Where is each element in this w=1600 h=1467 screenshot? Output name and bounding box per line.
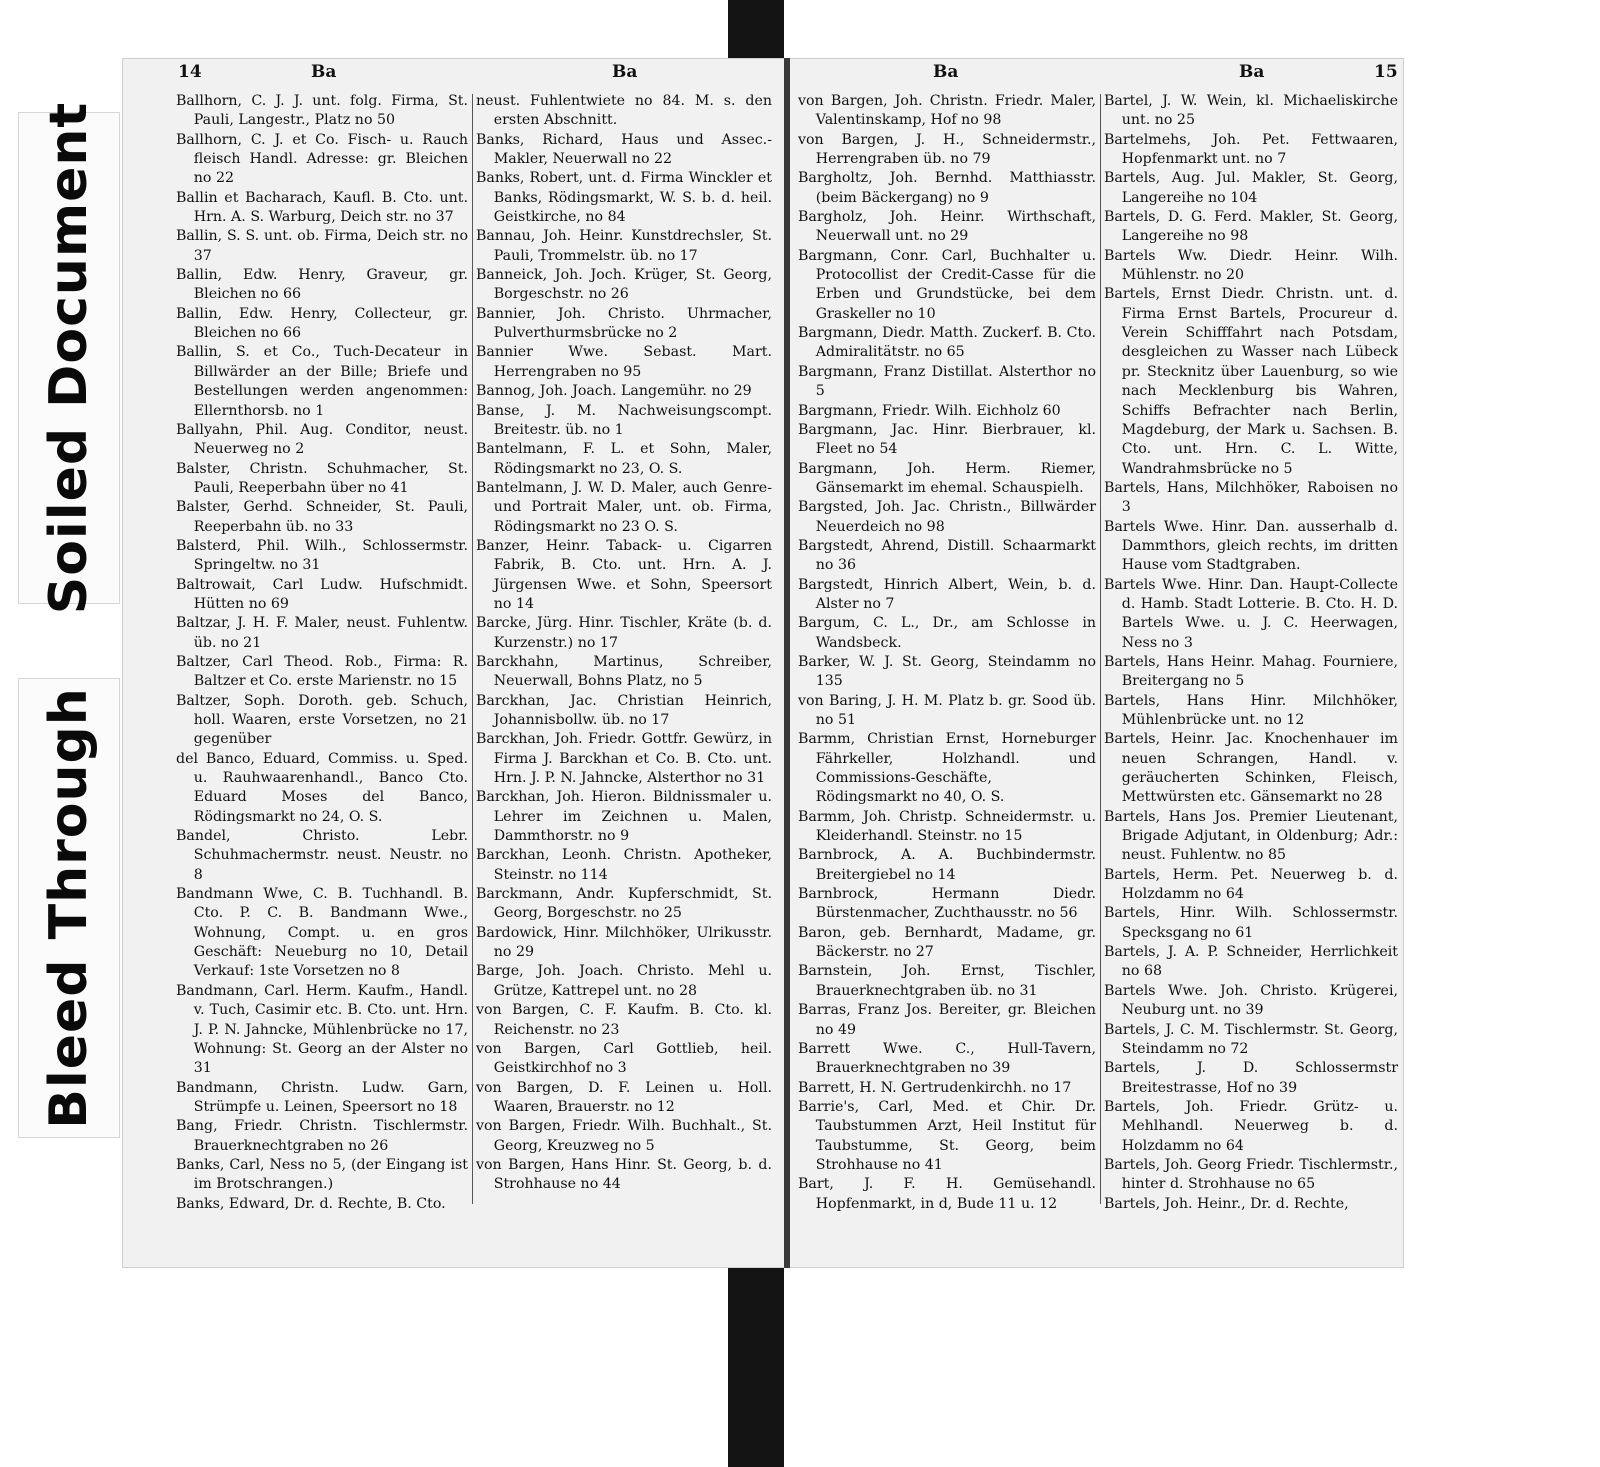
directory-entry: Bargmann, Jac. Hinr. Bierbrauer, kl. Fleet no 54	[798, 421, 1096, 458]
directory-entry: von Bargen, Friedr. Wilh. Buchhalt., St. Georg, Kreuzweg no 5	[476, 1118, 772, 1154]
directory-entry: Baltzer, Soph. Doroth. geb. Schuch, holl. Waaren, erste Vorsetzen, no 21 gegenüber	[176, 692, 468, 748]
directory-entry: Barckmann, Andr. Kupferschmidt, St. Georg, Borgeschstr. no 25	[476, 886, 772, 922]
directory-entry: Barrett Wwe. C., Hull-Tavern, Brauerknechtgraben no 39	[798, 1040, 1096, 1077]
directory-entry: Bantelmann, F. L. et Sohn, Maler, Rödingsmarkt no 23, O. S.	[476, 441, 772, 477]
directory-entry: Barckhan, Joh. Friedr. Gottfr. Gewürz, in Firma J. Barckhan et Co. B. Cto. unt. Hrn. J. P. N. Jahncke, Alsterthor no 31	[476, 731, 772, 787]
directory-entry: Bartels, J. C. M. Tischlermstr. St. Georg, Steindamm no 72	[1104, 1021, 1398, 1057]
directory-entry: Banks, Robert, unt. d. Firma Winckler et Banks, Rödingsmarkt, W. S. b. d. heil. Geistkirche, no 84	[476, 170, 772, 226]
directory-entry: Bargmann, Friedr. Wilh. Eichholz 60	[798, 402, 1061, 419]
directory-entry: Banks, Richard, Haus und Assec.-Makler, Neuerwall no 22	[476, 131, 772, 168]
directory-entry: Bartels, Hans Jos. Premier Lieutenant, Brigade Adjutant, in Oldenburg; Adr.: neust. Fuhlentw. no 85	[1104, 808, 1398, 864]
directory-entry: Bargstedt, Ahrend, Distill. Schaarmarkt no 36	[798, 537, 1096, 574]
directory-entry: Bartels, Heinr. Jac. Knochenhauer im neuen Schrangen, Handl. v. geräucherten Schinken, Fleisch, Mettwürsten etc. Gänsemarkt no 28	[1104, 731, 1398, 806]
bleed-through-label: Bleed Through	[39, 687, 99, 1129]
directory-entry: Bargholtz, Joh. Bernhd. Matthiasstr. (beim Bäckergang) no 9	[798, 170, 1096, 206]
directory-entry: Bandel, Christo. Lebr. Schuhmachermstr. neust. Neustr. no 8	[176, 828, 468, 883]
directory-entry: Bargsted, Joh. Jac. Christn., Billwärder Neuerdeich no 98	[798, 499, 1096, 535]
directory-entry: neust. Fuhlentwiete no 84. M. s. den ersten Abschnitt.	[476, 93, 772, 129]
directory-entry: Bartels Wwe. Hinr. Dan. Haupt-Collecte d. Hamb. Stadt Lotterie. B. Cto. H. D. Bartels Wwe. u. J. C. Heerwagen, Ness no 3	[1104, 576, 1398, 651]
directory-entry: Bartels, Joh. Georg Friedr. Tischlermstr., hinter d. Strohhause no 65	[1104, 1156, 1398, 1193]
directory-entry: Bannier Wwe. Sebast. Mart. Herrengraben no 95	[476, 344, 772, 380]
binding-top	[728, 0, 784, 62]
directory-entry: Bartels, D. G. Ferd. Makler, St. Georg, Langereihe no 98	[1104, 209, 1398, 245]
right-col2-header: Ba	[1239, 62, 1265, 82]
directory-entry: Bartels, Hans Heinr. Mahag. Fourniere, Breitergang no 5	[1104, 653, 1398, 690]
left-col2-header: Ba	[612, 62, 638, 82]
directory-entry: Baltzer, Carl Theod. Rob., Firma: R. Baltzer et Co. erste Marienstr. no 15	[176, 653, 468, 690]
directory-entry: Bargmann, Joh. Herm. Riemer, Gänsemarkt im ehemal. Schauspielh.	[798, 460, 1096, 496]
directory-entry: Barnstein, Joh. Ernst, Tischler, Brauerknechtgraben üb. no 31	[798, 963, 1096, 999]
directory-entry: von Bargen, C. F. Kaufm. B. Cto. kl. Reichenstr. no 23	[476, 1002, 772, 1038]
directory-entry: Ballin, S. et Co., Tuch-Decateur in Billwärder an der Bille; Briefe und Bestellungen werden angenommen: Ellernthorsb. no 1	[176, 344, 468, 419]
directory-entry: Bargum, C. L., Dr., am Schlosse in Wandsbeck.	[798, 615, 1096, 651]
directory-entry: Bart, J. F. H. Gemüsehandl. Hopfenmarkt, in d, Bude 11 u. 12	[798, 1176, 1096, 1212]
directory-entry: Bandmann, Christn. Ludw. Garn, Strümpfe u. Leinen, Speersort no 18	[176, 1079, 468, 1115]
page-gutter	[784, 58, 790, 1268]
directory-entry: Barmm, Joh. Christp. Schneidermstr. u. Kleiderhandl. Steinstr. no 15	[798, 808, 1096, 845]
directory-entry: Bartels Wwe. Joh. Christo. Krügerei, Neuburg unt. no 39	[1104, 982, 1398, 1019]
right-col1-header: Ba	[933, 62, 959, 82]
directory-entry: von Baring, J. H. M. Platz b. gr. Sood üb. no 51	[798, 692, 1096, 728]
directory-entry: von Bargen, Joh. Christn. Friedr. Maler, Valentinskamp, Hof no 98	[798, 93, 1096, 129]
directory-entry: Banzer, Heinr. Taback- u. Cigarren Fabrik, B. Cto. unt. Hrn. A. J. Jürgensen Wwe. et Sohn, Speersort no 14	[476, 537, 772, 612]
directory-entry: Ballin, S. S. unt. ob. Firma, Deich str. no 37	[176, 228, 468, 264]
left-column-rule	[472, 94, 473, 1204]
directory-entry: Bargholz, Joh. Heinr. Wirthschaft, Neuerwall unt. no 29	[798, 209, 1096, 245]
directory-entry: Barckhahn, Martinus, Schreiber, Neuerwall, Bohns Platz, no 5	[476, 653, 772, 690]
directory-entry: Ballin, Edw. Henry, Collecteur, gr. Bleichen no 66	[176, 305, 468, 342]
directory-entry: Barckhan, Jac. Christian Heinrich, Johannisbollw. üb. no 17	[476, 692, 772, 728]
directory-entry: Banks, Edward, Dr. d. Rechte, B. Cto.	[176, 1195, 446, 1212]
directory-entry: Bartels, Ernst Diedr. Christn. unt. d. Firma Ernst Bartels, Procureur d. Verein Schifffahrt nach Potsdam, desgleichen zu Wasser nach Lübeck pr. Stecknitz über Lauenburg, so wie nach Mecklenburg bis Wahren, Schiffs Befrachter nach Berlin, Magdeburg, der Mark u. Sachsen. B. Cto. unt. Hrn. C. L. Witte, Wandrahmsbrücke no 5	[1104, 286, 1398, 477]
left-page-number: 14	[178, 62, 202, 82]
directory-entry: del Banco, Eduard, Commiss. u. Sped. u. Rauhwaarenhandl., Banco Cto. Eduard Moses del Banco, Rödingsmarkt no 24, O. S.	[176, 750, 468, 825]
right-page-number: 15	[1374, 62, 1398, 82]
directory-column-2	[476, 92, 772, 1195]
directory-column-3	[798, 92, 1096, 1214]
directory-entry: von Bargen, Carl Gottlieb, heil. Geistkirchhof no 3	[476, 1040, 772, 1077]
directory-entry: Bartels, J. A. P. Schneider, Herrlichkeit no 68	[1104, 944, 1398, 980]
directory-entry: Bannau, Joh. Heinr. Kunstdrechsler, St. Pauli, Trommelstr. üb. no 17	[476, 228, 772, 264]
directory-entry: von Bargen, Hans Hinr. St. Georg, b. d. Strohhause no 44	[476, 1156, 772, 1193]
directory-entry: Barckhan, Joh. Hieron. Bildnissmaler u. Lehrer im Zeichnen u. Malen, Dammthorstr. no 9	[476, 789, 772, 845]
directory-column-4	[1104, 92, 1398, 1214]
directory-entry: Bartels, Hans Hinr. Milchhöker, Mühlenbrücke unt. no 12	[1104, 692, 1398, 728]
directory-entry: Bartels, Herm. Pet. Neuerweg b. d. Holzdamm no 64	[1104, 866, 1398, 903]
directory-entry: von Bargen, J. H., Schneidermstr., Herrengraben üb. no 79	[798, 131, 1096, 168]
directory-entry: Barker, W. J. St. Georg, Steindamm no 135	[798, 653, 1096, 690]
directory-entry: von Bargen, D. F. Leinen u. Holl. Waaren, Brauerstr. no 12	[476, 1079, 772, 1115]
binding-bottom	[728, 1262, 784, 1467]
directory-entry: Balster, Gerhd. Schneider, St. Pauli, Reeperbahn üb. no 33	[176, 499, 468, 535]
directory-entry: Bargmann, Diedr. Matth. Zuckerf. B. Cto. Admiralitätstr. no 65	[798, 325, 1096, 361]
directory-entry: Bartels, Aug. Jul. Makler, St. Georg, Langereihe no 104	[1104, 170, 1398, 206]
directory-entry: Ballin, Edw. Henry, Graveur, gr. Bleichen no 66	[176, 267, 468, 303]
directory-entry: Baltzar, J. H. F. Maler, neust. Fuhlentw. üb. no 21	[176, 615, 468, 651]
directory-entry: Bardowick, Hinr. Milchhöker, Ulrikusstr. no 29	[476, 924, 772, 961]
directory-entry: Bang, Friedr. Christn. Tischlermstr. Brauerknechtgraben no 26	[176, 1118, 468, 1154]
directory-entry: Bartels, Hans, Milchhöker, Raboisen no 3	[1104, 479, 1398, 516]
directory-entry: Baron, geb. Bernhardt, Madame, gr. Bäckerstr. no 27	[798, 924, 1096, 961]
bleed-through-stamp	[18, 678, 120, 1138]
directory-entry: Banneick, Joh. Joch. Krüger, St. Georg, Borgeschstr. no 26	[476, 267, 772, 303]
directory-entry: Bartels Wwe. Hinr. Dan. ausserhalb d. Dammthors, gleich rechts, im dritten Hause vom Stadtgraben.	[1104, 518, 1398, 574]
directory-entry: Banse, J. M. Nachweisungscompt. Breitestr. üb. no 1	[476, 402, 772, 438]
directory-entry: Bannier, Joh. Christo. Uhrmacher, Pulverthurmsbrücke no 2	[476, 305, 772, 342]
directory-entry: Bartelmehs, Joh. Pet. Fettwaaren, Hopfenmarkt unt. no 7	[1104, 131, 1398, 168]
soiled-document-stamp	[18, 101, 120, 615]
directory-entry: Bartels Ww. Diedr. Heinr. Wilh. Mühlenstr. no 20	[1104, 247, 1398, 284]
soiled-document-label: Soiled Document	[39, 101, 99, 615]
directory-entry: Barrie's, Carl, Med. et Chir. Dr. Taubstummen Arzt, Heil Institut für Taubstumme, St. Georg, beim Strohhause no 41	[798, 1098, 1096, 1173]
directory-entry: Bandmann Wwe, C. B. Tuchhandl. B. Cto. P. C. B. Bandmann Wwe., Wohnung, Compt. u. en gros Geschäft: Neueburg no 10, Detail Verkauf: 1ste Vorsetzen no 8	[176, 886, 468, 980]
right-column-rule	[1100, 94, 1101, 1204]
directory-entry: Bartels, J. D. Schlossermstr Breitestrasse, Hof no 39	[1104, 1060, 1398, 1096]
directory-entry: Ballyahn, Phil. Aug. Conditor, neust. Neuerweg no 2	[176, 421, 468, 458]
directory-entry: Barckhan, Leonh. Christn. Apotheker, Steinstr. no 114	[476, 847, 772, 883]
left-col1-header: Ba	[311, 62, 337, 82]
directory-entry: Barmm, Christian Ernst, Horneburger Fährkeller, Holzhandl. und Commissions-Geschäfte, Rödingsmarkt no 40, O. S.	[798, 731, 1096, 806]
directory-entry: Bannog, Joh. Joach. Langemühr. no 29	[476, 383, 752, 400]
directory-entry: Bartels, Hinr. Wilh. Schlossermstr. Specksgang no 61	[1104, 905, 1398, 941]
directory-entry: Balsterd, Phil. Wilh., Schlossermstr. Springeltw. no 31	[176, 537, 468, 574]
directory-entry: Bartel, J. W. Wein, kl. Michaeliskirche unt. no 25	[1104, 93, 1398, 129]
directory-entry: Bargstedt, Hinrich Albert, Wein, b. d. Alster no 7	[798, 576, 1096, 612]
directory-entry: Barras, Franz Jos. Bereiter, gr. Bleichen no 49	[798, 1002, 1096, 1038]
directory-entry: Barnbrock, Hermann Diedr. Bürstenmacher, Zuchthausstr. no 56	[798, 886, 1096, 922]
directory-entry: Barcke, Jürg. Hinr. Tischler, Kräte (b. d. Kurzenstr.) no 17	[476, 615, 772, 651]
directory-entry: Bargmann, Franz Distillat. Alsterthor no 5	[798, 363, 1096, 400]
directory-entry: Barge, Joh. Joach. Christo. Mehl u. Grütze, Kattrepel unt. no 28	[476, 963, 772, 999]
directory-entry: Bandmann, Carl. Herm. Kaufm., Handl. v. Tuch, Casimir etc. B. Cto. unt. Hrn. J. P. N. Jahncke, Mühlenbrücke no 17, Wohnung: St. Georg an der Alster no 31	[176, 982, 468, 1077]
directory-entry: Ballhorn, C. J. et Co. Fisch- u. Rauch fleisch Handl. Adresse: gr. Bleichen no 22	[176, 131, 468, 187]
directory-entry: Ballin et Bacharach, Kaufl. B. Cto. unt. Hrn. A. S. Warburg, Deich str. no 37	[176, 189, 468, 226]
directory-entry: Barnbrock, A. A. Buchbindermstr. Breitergiebel no 14	[798, 847, 1096, 883]
directory-entry: Barrett, H. N. Gertrudenkirchh. no 17	[798, 1079, 1072, 1096]
directory-entry: Bartels, Joh. Heinr., Dr. d. Rechte,	[1104, 1195, 1349, 1212]
directory-entry: Balster, Christn. Schuhmacher, St. Pauli, Reeperbahn über no 41	[176, 460, 468, 496]
directory-entry: Bantelmann, J. W. D. Maler, auch Genre- und Portrait Maler, unt. ob. Firma, Rödingsmarkt no 23 O. S.	[476, 479, 772, 535]
directory-entry: Baltrowait, Carl Ludw. Hufschmidt. Hütten no 69	[176, 576, 468, 612]
directory-entry: Ballhorn, C. J. J. unt. folg. Firma, St. Pauli, Langestr., Platz no 50	[176, 93, 468, 129]
directory-column-1	[176, 92, 468, 1214]
directory-entry: Bartels, Joh. Friedr. Grütz- u. Mehlhandl. Neuerweg b. d. Holzdamm no 64	[1104, 1098, 1398, 1154]
directory-entry: Bargmann, Conr. Carl, Buchhalter u. Protocollist der Credit-Casse für die Erben und Grundstücke, bei dem Graskeller no 10	[798, 247, 1096, 322]
directory-entry: Banks, Carl, Ness no 5, (der Eingang ist im Brotschrangen.)	[176, 1156, 468, 1193]
